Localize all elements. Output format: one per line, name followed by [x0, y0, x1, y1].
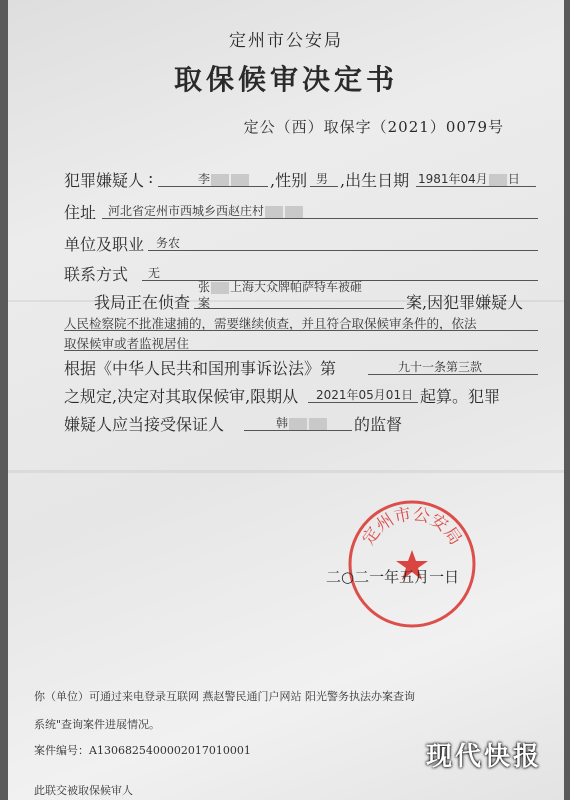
- decision-suffix: 起算。犯罪: [420, 387, 501, 406]
- official-seal: [346, 498, 478, 630]
- suspect-label: 犯罪嫌疑人: [64, 171, 145, 190]
- address-label: 住址: [64, 203, 97, 222]
- reason-line-2: 取保候审或者监视居住: [64, 336, 190, 351]
- document-number: 定公（西）取保字（2021）0079号: [243, 118, 504, 136]
- birth-date: 1981年04月 日: [418, 172, 520, 186]
- guarantor-prefix: 嫌疑人应当接受保证人: [64, 415, 225, 434]
- watermark-logo: 现代快报: [425, 742, 542, 772]
- law-article: 九十一条第三款: [398, 360, 483, 374]
- gender-label: 性别: [275, 171, 308, 190]
- suspect-name: 李: [198, 170, 250, 187]
- contact-label: 联系方式: [64, 265, 129, 284]
- employer-value: 务农: [156, 236, 181, 250]
- contact-value: 无: [148, 266, 161, 280]
- guarantor-suffix: 的监督: [354, 415, 403, 434]
- paper-crease: [8, 470, 564, 473]
- guarantor-name: 韩: [276, 414, 328, 431]
- law-prefix: 根据《中华人民共和国刑事诉讼法》第: [64, 359, 337, 378]
- employer-label: 单位及职业: [64, 235, 145, 254]
- footer-note-1: 你（单位）可通过来电登录互联网 燕赵警民通门户网站 阳光警务执法办案查询: [34, 690, 415, 703]
- investigation-prefix: 我局正在侦查: [94, 293, 191, 312]
- copy-note: 此联交被取保候审人: [34, 784, 133, 797]
- decision-prefix: 之规定,决定对其取保候审,限期从: [64, 387, 299, 406]
- case-name: 张 上海大众牌帕萨特车被砸: [198, 280, 363, 294]
- gender-value: 男: [316, 172, 329, 186]
- reason-line-1: 人民检察院不批准逮捕的，需要继续侦查，并且符合取保候审条件的，依法: [64, 316, 477, 331]
- case-number: 案件编号：A1306825400002017010001: [34, 744, 251, 757]
- start-date: 2021年05月01日: [316, 388, 414, 402]
- issuing-agency: 定州市公安局: [229, 31, 343, 51]
- colon: :: [148, 168, 154, 187]
- investigation-suffix: 案,因犯罪嫌疑人: [406, 293, 524, 312]
- birth-label: 出生日期: [345, 171, 410, 190]
- case-name-suffix: 案: [198, 296, 211, 310]
- document-page: 定州市公安局 取保候审决定书 定公（西）取保字（2021）0079号 犯罪嫌疑人 : 李 ,性别 男 ,出生日期 1981年04月 日 住址 河北省定州市西城乡西赵庄村 单位及职业 务农 联系方式 无 我局正在侦查 张 上海大众牌帕萨特车被砸 案 案,因犯罪嫌疑人 人民检察院不批准逮捕的，需要继续侦查，并且符合取保候审条件的，依法 取保候审或者监视居住 根据《中华人民共和国刑事诉讼法》第 九十一条第三款 之规定,决定对其取保候审,限期从 2021年05月01日 起算。犯罪 嫌疑人应当接受保证人 韩 的监督 定州市公安局 二○二一年五月一日 你（单位）可通过来电登录互联网 燕赵警民通门户网站 阳光警务执法办案查询 系统"查询案件进展情况。 案件编号：A1306825400002017010001 此联交被取保候审人 现代快报: [8, 0, 564, 800]
- issue-date: 二○二一年五月一日: [326, 568, 460, 586]
- footer-note-2: 系统"查询案件进展情况。: [34, 718, 161, 731]
- seal-text: 定州市公安局: [358, 504, 466, 549]
- address-value: 河北省定州市西城乡西赵庄村: [108, 202, 304, 219]
- document-title: 取保候审决定书: [173, 63, 398, 96]
